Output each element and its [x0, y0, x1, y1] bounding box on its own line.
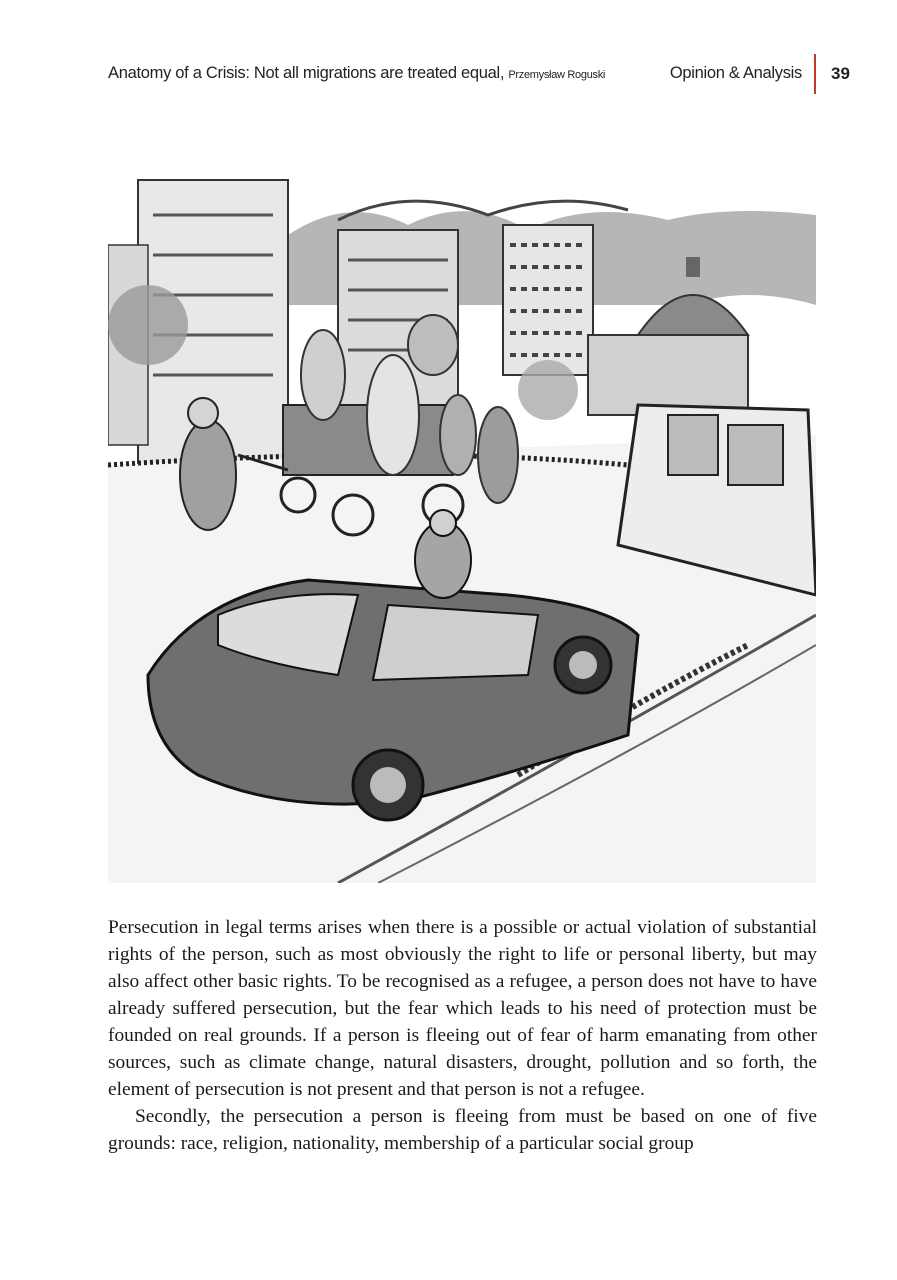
article-title: Anatomy of a Crisis: Not all migrations are treated equal,	[108, 64, 505, 82]
paragraph: Secondly, the persecution a person is fleeing from must be based on one of five grounds: race, religion, nationality, membership of a particular social group	[108, 1106, 817, 1154]
section-name: Opinion & Analysis	[669, 64, 802, 82]
article-body	[108, 914, 817, 1157]
article-title-line	[108, 64, 605, 83]
page-number: 39	[831, 64, 850, 83]
paragraph: Persecution in legal terms arises when there is a possible or actual violation of substantial rights of the person, such as most obviously the right to life or personal liberty, but may also affect other basic rights. To be recognised as a refugee, a person does not have to have already suffered persecution, but the fear which leads to his need of protection must be founded on real grounds. If a person is fleeing out of fear of harm emanating from other sources, such as climate change, natural disasters, drought, pollution and so forth, the element of persecution is not present and that person is not a refugee.	[108, 917, 817, 1100]
right-building	[503, 225, 593, 375]
article-author: Przemysław Roguski	[508, 69, 606, 81]
street-scene-illustration	[108, 175, 816, 883]
header-divider	[814, 54, 816, 94]
running-header	[108, 62, 858, 92]
